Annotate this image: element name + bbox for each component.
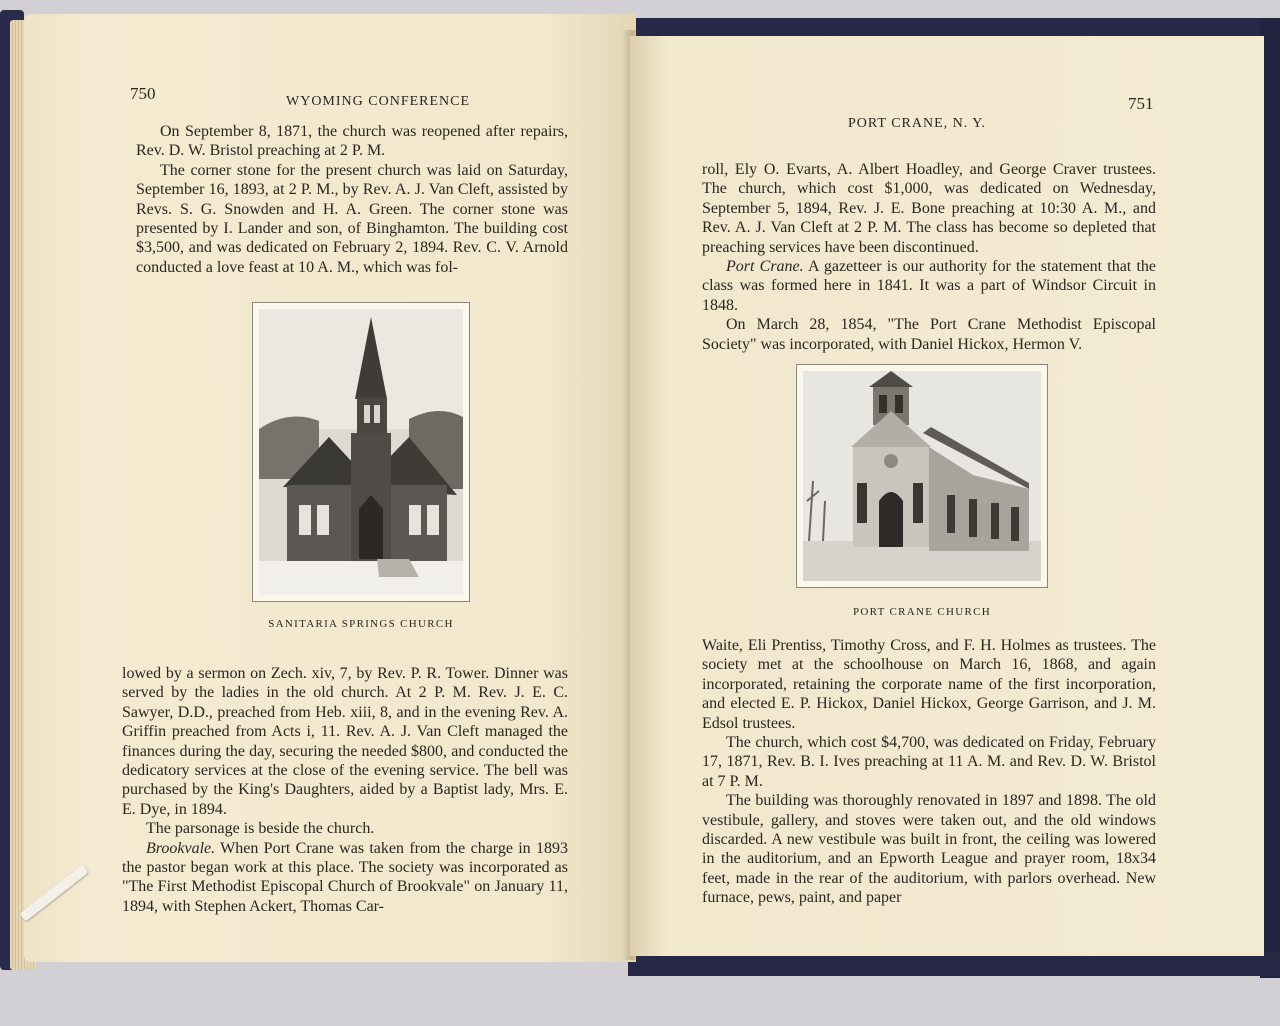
running-head: WYOMING CONFERENCE <box>286 94 471 109</box>
right-bottom-text <box>702 636 1156 908</box>
right-page <box>630 36 1264 956</box>
paragraph: roll, Ely O. Evarts, A. Albert Hoadley, and George Craver trustees. The church, which cost $1,000, was dedicated on Wednesday, September 5, 1894, Rev. J. E. Bone preaching at 10:30 A. M., and Rev. A. J. Van Cleft at 2 P. M. The class has become so depleted that preaching services have been discontinued. <box>702 161 1156 256</box>
sanitaria-springs-church-image <box>259 309 463 595</box>
paragraph: The parsonage is beside the church. <box>146 820 375 838</box>
church-photo <box>796 364 1048 588</box>
paragraph: The church, which cost $4,700, was dedicated on Friday, February 17, 1871, Rev. B. I. Ives preaching at 11 A. M. and Rev. D. W. Bristol at 7 P. M. <box>702 734 1156 790</box>
left-bottom-text <box>122 664 568 916</box>
paragraph: The building was thoroughly renovated in 1897 and 1898. The old vestibule, gallery, and stoves were taken out, and the old windows discarded. A new vestibule was built in front, the ceiling was lowered in the auditorium, and an Epworth League and prayer room, 18x34 feet, made in the rear of the auditorium, with parlors overhead. New furnace, pews, paint, and paper <box>702 792 1156 907</box>
paragraph: The corner stone for the present church was laid on Saturday, September 16, 1893, at 2 P. M., by Rev. A. J. Van Cleft, assisted by Revs. S. G. Snowden and H. A. Green. The corner stone was presented by I. Lander and son, of Binghamton. The building cost $3,500, and was dedicated on February 2, 1894. Rev. C. V. Arnold conducted a love feast at 10 A. M., which was fol- <box>136 161 568 276</box>
right-top-text <box>702 160 1156 354</box>
paragraph: On September 8, 1871, the church was reopened after repairs, Rev. D. W. Bristol preaching at 2 P. M. <box>136 123 568 160</box>
church-photo <box>252 302 470 602</box>
port-crane-text: A gazetteer is our authority for the statement that the class was formed here in 1841. It was a part of Windsor Circuit in 1848. <box>702 258 1156 314</box>
port-crane-church-image <box>803 371 1041 581</box>
brookvale-heading: Brookvale. <box>146 839 216 857</box>
paragraph: lowed by a sermon on Zech. xiv, 7, by Rev. P. R. Tower. Dinner was served by the ladies in the old church. At 2 P. M. Rev. J. E. C. Sawyer, D.D., preached from Heb. xiii, 8, and in the evening Rev. A. Griffin preached from Acts i, 11. Rev. A. J. Van Cleft managed the finances during the day, securing the needed $800, and conducted the dedicatory services at the close of the evening service. The bell was purchased by the King's Daughters, aided by a Baptist lady, Mrs. E. E. Dye, in 1894. <box>122 665 568 818</box>
port-crane-heading: Port Crane. <box>726 258 804 276</box>
paragraph: Waite, Eli Prentiss, Timothy Cross, and F. H. Holmes as trustees. The society met at the schoolhouse on March 16, 1868, and again incorporated, retaining the corporate name of the first incorporation, and elected E. P. Hickox, Daniel Hickox, George Garrison, and J. M. Edsol trustees. <box>702 637 1156 732</box>
photo-caption: PORT CRANE CHURCH <box>853 606 991 618</box>
page-number: 750 <box>130 84 156 103</box>
brookvale-text: When Port Crane was taken from the charge in 1893 the pastor began work at this place. The society was incorporated as "The First Methodist Episcopal Church of Brookvale" on January 11, 1894, with Stephen Ackert, Thomas Car- <box>122 839 568 915</box>
page-number: 751 <box>1128 94 1154 113</box>
running-head: PORT CRANE, N. Y. <box>848 116 987 131</box>
paragraph <box>122 839 568 917</box>
left-page <box>24 14 636 962</box>
photo-caption: SANITARIA SPRINGS CHURCH <box>268 618 454 630</box>
paragraph: On March 28, 1854, "The Port Crane Methodist Episcopal Society" was incorporated, with Daniel Hickox, Hermon V. <box>702 316 1156 353</box>
left-top-text <box>136 122 568 277</box>
paragraph <box>702 257 1156 315</box>
